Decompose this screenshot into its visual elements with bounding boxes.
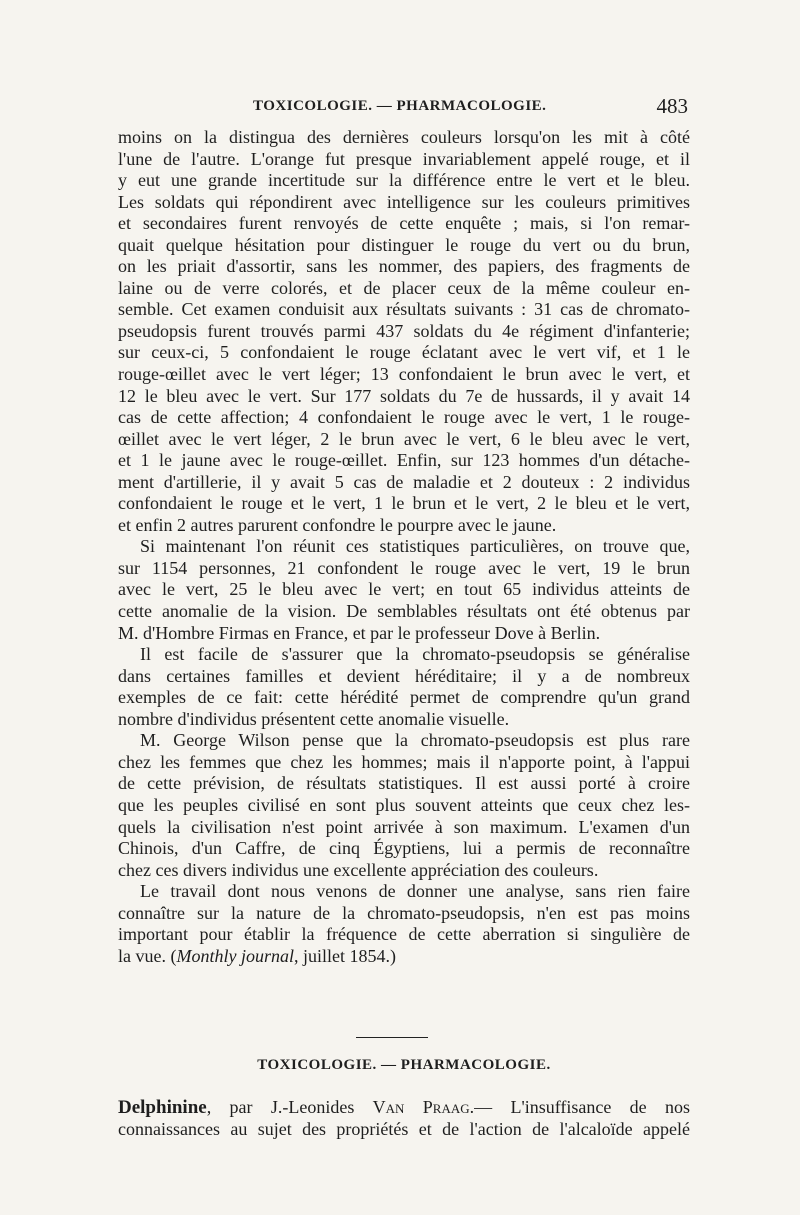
entry-line-rest: .— L'insuffisance de nos [469,1097,690,1117]
text-line: exemples de ce fait: cette hérédité permet de comprendre qu'un grand [118,687,690,708]
text-line: 12 le bleu avec le vert. Sur 177 soldats du 7e de hussards, il y avait 14 [118,385,690,406]
text-line: rouge-œillet avec le vert léger; 13 confondaient le brun avec le vert, et [118,364,690,385]
text-line: œillet avec le vert léger, 2 le brun avec le vert, 6 le bleu avec le vert, [118,428,690,449]
journal-title: Monthly journal [176,945,294,966]
text-line: Les soldats qui répondirent avec intelligence sur les couleurs primitives [118,191,690,212]
citation-line [118,946,690,968]
text-line: ment d'artillerie, il y avait 5 cas de maladie et 2 douteux : 2 individus [118,471,690,492]
text-line: dans certaines familles et devient héréditaire; il y a de nombreux [118,665,690,686]
entry-block [118,1097,690,1140]
text-line: M. George Wilson pense que la chromato-pseudopsis est plus rare [140,730,690,751]
text-line: semble. Cet examen conduisit aux résultats suivants : 31 cas de chromato- [118,299,690,320]
citation-suffix: , juillet 1854.) [293,945,396,966]
page-number: 483 [656,94,688,118]
text-line: et secondaires furent renvoyés de cette enquête ; mais, si l'on remar- [118,213,690,234]
text-line: Chinois, d'un Caffre, de cinq Égyptiens, lui a permis de reconnaître [118,838,690,859]
text-line: important pour établir la fréquence de cette aberration si singulière de [118,924,690,945]
text-line: pseudopsis furent trouvés parmi 437 soldats du 4e régiment d'infanterie; [118,320,690,341]
text-line: y eut une grande incertitude sur la différence entre le vert et le bleu. [118,170,690,191]
text-line: moins on la distingua des dernières couleurs lorsqu'on les mit à côté [118,127,690,147]
text-line: l'une de l'autre. L'orange fut presque invariablement appelé rouge, et il [118,148,690,169]
entry-heading: Delphinine [118,1097,207,1118]
text-line: M. d'Hombre Firmas en France, et par le professeur Dove à Berlin. [118,622,601,643]
body-text [118,127,690,967]
text-line: et enfin 2 autres parurent confondre le pourpre avec le jaune. [118,514,557,535]
text-line: quels la civilisation n'est point arrivée à son maximum. L'examen d'un [118,816,690,837]
text-line: nombre d'individus présentent cette anomalie visuelle. [118,708,510,729]
entry-author: Van Praag [372,1097,470,1117]
text-line: chez les femmes que chez les hommes; mais il n'apporte point, à l'appui [118,751,690,772]
text-line: laine ou de verre colorés, et de placer ceux de la même couleur en- [118,277,690,298]
section-title: TOXICOLOGIE. — PHARMACOLOGIE. [257,1057,551,1073]
text-line: et 1 le jaune avec le rouge-œillet. Enfin, sur 123 hommes d'un détache- [118,450,690,471]
text-line: on les priait d'assortir, sans les nommer, des papiers, des fragments de [118,256,690,277]
text-line: quait quelque hésitation pour distinguer le rouge du vert ou du brun, [118,234,690,255]
text-line: connaissances au sujet des propriétés et de l'action de l'alcaloïde appelé [118,1118,690,1139]
text-line: cette anomalie de la vision. De semblables résultats ont été obtenus par [118,601,690,622]
running-head: TOXICOLOGIE. — PHARMACOLOGIE. [253,98,547,114]
text-line: de cette prévision, de résultats statistiques. Il est aussi porté à croire [118,773,690,794]
text-line: confondaient le rouge et le vert, 1 le brun et le vert, 2 le bleu et le vert, [118,493,690,514]
text-line: chez ces divers individus une excellente appréciation des couleurs. [118,859,599,880]
text-line: Si maintenant l'on réunit ces statistiques particulières, on trouve que, [140,536,690,557]
entry-byline: , par J.-Leonides [206,1097,373,1117]
citation-prefix: la vue. ( [118,945,177,966]
text-line: avec le vert, 25 le bleu avec le vert; en tout 65 individus atteints de [118,579,690,600]
text-line: cas de cette affection; 4 confondaient le rouge avec le vert, 1 le rouge- [118,407,690,428]
section-divider [356,1037,428,1038]
text-line: sur 1154 personnes, 21 confondent le rouge avec le vert, 19 le brun [118,557,690,578]
text-line: Le travail dont nous venons de donner une analyse, sans rien faire [140,881,690,902]
text-line: connaître sur la nature de la chromato-pseudopsis, n'en est pas moins [118,902,690,923]
entry-first-line [118,1097,690,1119]
text-line: Il est facile de s'assurer que la chromato-pseudopsis se généralise [140,644,690,665]
page-header [118,94,688,126]
text-line: sur ceux-ci, 5 confondaient le rouge éclatant avec le vert vif, et 1 le [118,342,690,363]
text-line: que les peuples civilisé en sont plus souvent atteints que ceux chez les- [118,794,690,815]
